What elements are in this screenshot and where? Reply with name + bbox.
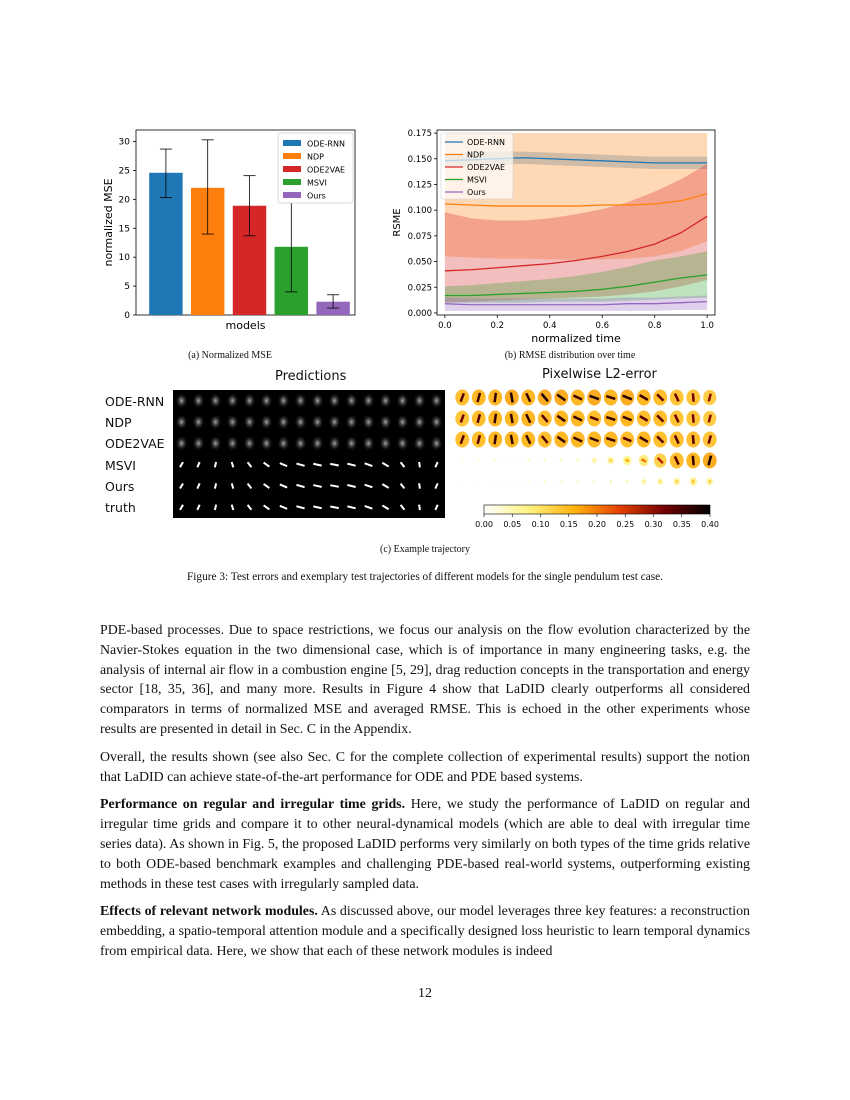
blurred-prediction bbox=[362, 393, 375, 409]
bar-chart-normalized-mse bbox=[100, 125, 365, 335]
x-tick-label: 1.0 bbox=[700, 321, 714, 331]
y-axis-label: RSME bbox=[392, 208, 403, 237]
error-stroke bbox=[462, 481, 463, 483]
error-stroke bbox=[560, 460, 562, 461]
y-axis-label: normalized MSE bbox=[102, 178, 115, 267]
paragraph-1: PDE-based processes. Due to space restrictions, we focus our analysis on the flow evolution characterized by the Navier-Stokes equation in the two dimensional case, which is of importance in many engineering tasks, e.g. the analysis of internal air flow in a combustion engine [5, 29], drag reduction concepts in the transportation and energy sector [18, 35, 36], and many more. Results in Figure 4 show that LaDID clearly outperforms all considered comparators in terms of normalized MSE and averaged RMSE. This is echoed in the other experiments whose results are presented in detail in Sec. C in the Appendix. bbox=[100, 623, 750, 737]
paragraph-4-heading: Effects of relevant network modules. bbox=[100, 904, 318, 920]
legend-label: MSVI bbox=[467, 175, 487, 185]
error-stroke bbox=[626, 481, 628, 482]
legend-swatch bbox=[283, 179, 301, 185]
page-number: 12 bbox=[418, 986, 432, 1001]
blurred-prediction bbox=[311, 393, 324, 409]
line-chart-rmse bbox=[390, 125, 730, 345]
blurred-prediction bbox=[209, 435, 222, 451]
legend-label: MSVI bbox=[307, 178, 327, 188]
y-tick-label: 5 bbox=[124, 282, 130, 293]
blurred-prediction bbox=[277, 393, 290, 409]
x-tick-label: 0.0 bbox=[438, 321, 452, 331]
y-tick-label: 0.100 bbox=[407, 206, 432, 217]
colorbar-tick-label: 0.35 bbox=[672, 520, 691, 529]
error-stroke bbox=[609, 460, 612, 461]
blurred-prediction bbox=[260, 435, 273, 451]
error-stroke bbox=[511, 393, 513, 403]
blurred-prediction bbox=[209, 393, 222, 409]
blurred-prediction bbox=[226, 435, 239, 451]
error-stroke bbox=[693, 435, 694, 444]
blurred-prediction bbox=[243, 393, 256, 409]
colorbar-tick-label: 0.40 bbox=[701, 520, 719, 529]
x-tick-label: 0.8 bbox=[647, 321, 662, 331]
blurred-prediction bbox=[430, 393, 443, 409]
blurred-prediction bbox=[345, 393, 358, 409]
blurred-prediction bbox=[311, 414, 324, 430]
x-axis-label: models bbox=[225, 319, 266, 332]
colorbar-tick-label: 0.10 bbox=[531, 520, 550, 529]
colorbar-tick-label: 0.15 bbox=[559, 520, 578, 529]
pendulum-frame bbox=[215, 483, 216, 488]
blurred-prediction bbox=[328, 393, 341, 409]
blurred-prediction bbox=[413, 393, 426, 409]
blurred-prediction bbox=[413, 435, 426, 451]
x-tick-label: 0.4 bbox=[543, 321, 557, 331]
error-title: Pixelwise L2-error bbox=[542, 367, 657, 382]
blurred-prediction bbox=[328, 435, 341, 451]
error-heatmap-grid bbox=[452, 385, 742, 535]
legend-swatch bbox=[283, 192, 301, 198]
blurred-prediction bbox=[413, 414, 426, 430]
legend-swatch bbox=[283, 153, 301, 159]
y-tick-label: 0.000 bbox=[407, 308, 432, 319]
blurred-prediction bbox=[192, 435, 205, 451]
paragraph-4-text: As discussed above, our model leverages three key features: a reconstruction embedding, a spatio-temporal attention module and a specifically designed loss heuristic to learn temporal dynamics from empirical data. Here, we show that each of these network modules is indeed bbox=[100, 904, 750, 959]
row-label-msvi: MSVI bbox=[105, 458, 136, 473]
caption-b: (b) RMSE distribution over time bbox=[504, 350, 636, 361]
pendulum-frame bbox=[215, 505, 216, 510]
colorbar-tick-label: 0.25 bbox=[616, 520, 635, 529]
error-stroke bbox=[693, 414, 694, 422]
error-stroke bbox=[528, 460, 529, 462]
blurred-prediction bbox=[243, 414, 256, 430]
y-tick-label: 0 bbox=[124, 311, 130, 321]
error-stroke bbox=[709, 480, 710, 483]
colorbar bbox=[484, 505, 710, 514]
x-tick-label: 0.6 bbox=[595, 321, 609, 331]
legend-swatch bbox=[283, 166, 301, 172]
error-stroke bbox=[511, 435, 513, 444]
blurred-prediction bbox=[260, 393, 273, 409]
error-stroke bbox=[495, 414, 496, 423]
caption-c: (c) Example trajectory bbox=[380, 544, 470, 555]
legend-swatch bbox=[283, 140, 301, 146]
error-stroke bbox=[693, 456, 694, 465]
error-stroke bbox=[676, 480, 677, 483]
predictions-background bbox=[173, 390, 445, 518]
error-stroke bbox=[478, 480, 479, 482]
error-stroke bbox=[478, 459, 479, 461]
y-tick-label: 0.050 bbox=[407, 257, 432, 268]
y-tick-label: 0.150 bbox=[407, 154, 432, 165]
row-label-ode2vae: ODE2VAE bbox=[105, 436, 165, 451]
body-text bbox=[100, 621, 750, 970]
blurred-prediction bbox=[192, 414, 205, 430]
blurred-prediction bbox=[243, 435, 256, 451]
colorbar-tick-label: 0.30 bbox=[644, 520, 663, 529]
error-stroke bbox=[659, 481, 661, 483]
x-axis-label: normalized time bbox=[531, 332, 621, 345]
error-stroke bbox=[577, 481, 579, 482]
blurred-prediction bbox=[379, 393, 392, 409]
blurred-prediction bbox=[226, 414, 239, 430]
blurred-prediction bbox=[294, 414, 307, 430]
blurred-prediction bbox=[175, 414, 188, 430]
legend-label: Ours bbox=[307, 191, 326, 201]
legend-label: Ours bbox=[467, 188, 486, 197]
x-tick-label: 0.2 bbox=[490, 321, 505, 331]
blurred-prediction bbox=[396, 414, 409, 430]
paragraph-3-text: Here, we study the performance of LaDID on regular and irregular time grids and compare it to other neural-dynamical models (which are able to deal with irregular time series data). As shown in Fig. 5, the proposed LaDID performs very similarly on both types of the time grids relative to both ODE-based benchmark examples and challenging PDE-based real-world systems, outperforming existing methods in these test cases with irregularly sampled data. bbox=[100, 797, 750, 892]
blurred-prediction bbox=[345, 435, 358, 451]
blurred-prediction bbox=[430, 414, 443, 430]
error-stroke bbox=[625, 460, 629, 462]
row-label-ours: Ours bbox=[105, 479, 135, 494]
blurred-prediction bbox=[277, 414, 290, 430]
row-label-ndp: NDP bbox=[105, 415, 132, 430]
blurred-prediction bbox=[175, 435, 188, 451]
colorbar-tick-label: 0.05 bbox=[503, 520, 522, 529]
legend-label: ODE2VAE bbox=[307, 165, 346, 175]
blurred-prediction bbox=[328, 414, 341, 430]
colorbar-tick-label: 0.00 bbox=[475, 520, 493, 529]
y-tick-label: 15 bbox=[118, 224, 130, 235]
y-tick-label: 0.125 bbox=[407, 180, 432, 191]
y-tick-label: 0.075 bbox=[407, 231, 432, 242]
error-stroke bbox=[693, 393, 694, 401]
caption-a: (a) Normalized MSE bbox=[188, 350, 272, 361]
pendulum-frame bbox=[419, 505, 420, 510]
y-tick-label: 20 bbox=[118, 195, 130, 206]
y-tick-label: 0.175 bbox=[407, 129, 432, 140]
blurred-prediction bbox=[294, 393, 307, 409]
legend-label: NDP bbox=[307, 152, 324, 162]
paragraph-3 bbox=[100, 795, 750, 894]
blurred-prediction bbox=[226, 393, 239, 409]
predictions-title: Predictions bbox=[275, 369, 347, 384]
blurred-prediction bbox=[396, 393, 409, 409]
error-stroke bbox=[593, 481, 595, 482]
blurred-prediction bbox=[311, 435, 324, 451]
y-tick-label: 25 bbox=[118, 166, 130, 177]
blurred-prediction bbox=[294, 435, 307, 451]
y-tick-label: 30 bbox=[118, 137, 130, 148]
legend-label: ODE2VAE bbox=[467, 163, 506, 172]
row-label-ode-rnn: ODE-RNN bbox=[105, 394, 165, 409]
figure-caption: Figure 3: Test errors and exemplary test trajectories of different models for the single pendulum test case. bbox=[187, 571, 663, 583]
blurred-prediction bbox=[175, 393, 188, 409]
pendulum-frame bbox=[419, 483, 420, 488]
y-tick-label: 10 bbox=[118, 253, 130, 264]
paragraph-3-heading: Performance on regular and irregular time grids. bbox=[100, 797, 406, 813]
error-stroke bbox=[560, 481, 562, 482]
blurred-prediction bbox=[362, 414, 375, 430]
blurred-prediction bbox=[260, 414, 273, 430]
pendulum-frame bbox=[215, 462, 216, 467]
blurred-prediction bbox=[379, 435, 392, 451]
blurred-prediction bbox=[345, 414, 358, 430]
blurred-prediction bbox=[396, 435, 409, 451]
blurred-prediction bbox=[430, 435, 443, 451]
paragraph-2: Overall, the results shown (see also Sec. C for the complete collection of experimental results) support the notion that LaDID can achieve state-of-the-art performance for ODE and PDE based systems. bbox=[100, 749, 750, 785]
error-stroke bbox=[528, 481, 529, 483]
error-stroke bbox=[462, 460, 463, 462]
error-stroke bbox=[544, 460, 545, 462]
error-stroke bbox=[495, 435, 496, 444]
error-stroke bbox=[495, 393, 496, 402]
blurred-prediction bbox=[379, 414, 392, 430]
blurred-prediction bbox=[192, 393, 205, 409]
blurred-prediction bbox=[277, 435, 290, 451]
pendulum-frame bbox=[419, 462, 420, 467]
paragraph-4 bbox=[100, 902, 750, 961]
legend-label: NDP bbox=[467, 150, 484, 160]
error-stroke bbox=[593, 460, 595, 461]
error-stroke bbox=[643, 481, 645, 482]
legend-label: ODE-RNN bbox=[307, 139, 345, 149]
blurred-prediction bbox=[362, 435, 375, 451]
predictions-grid bbox=[173, 390, 445, 518]
error-stroke bbox=[577, 460, 579, 461]
legend-label: ODE-RNN bbox=[467, 138, 505, 147]
colorbar-tick-label: 0.20 bbox=[588, 520, 606, 529]
row-label-truth: truth bbox=[105, 500, 136, 515]
blurred-prediction bbox=[209, 414, 222, 430]
error-stroke bbox=[511, 414, 513, 423]
y-tick-label: 0.025 bbox=[407, 283, 432, 294]
error-stroke bbox=[610, 481, 612, 482]
error-stroke bbox=[544, 481, 545, 483]
